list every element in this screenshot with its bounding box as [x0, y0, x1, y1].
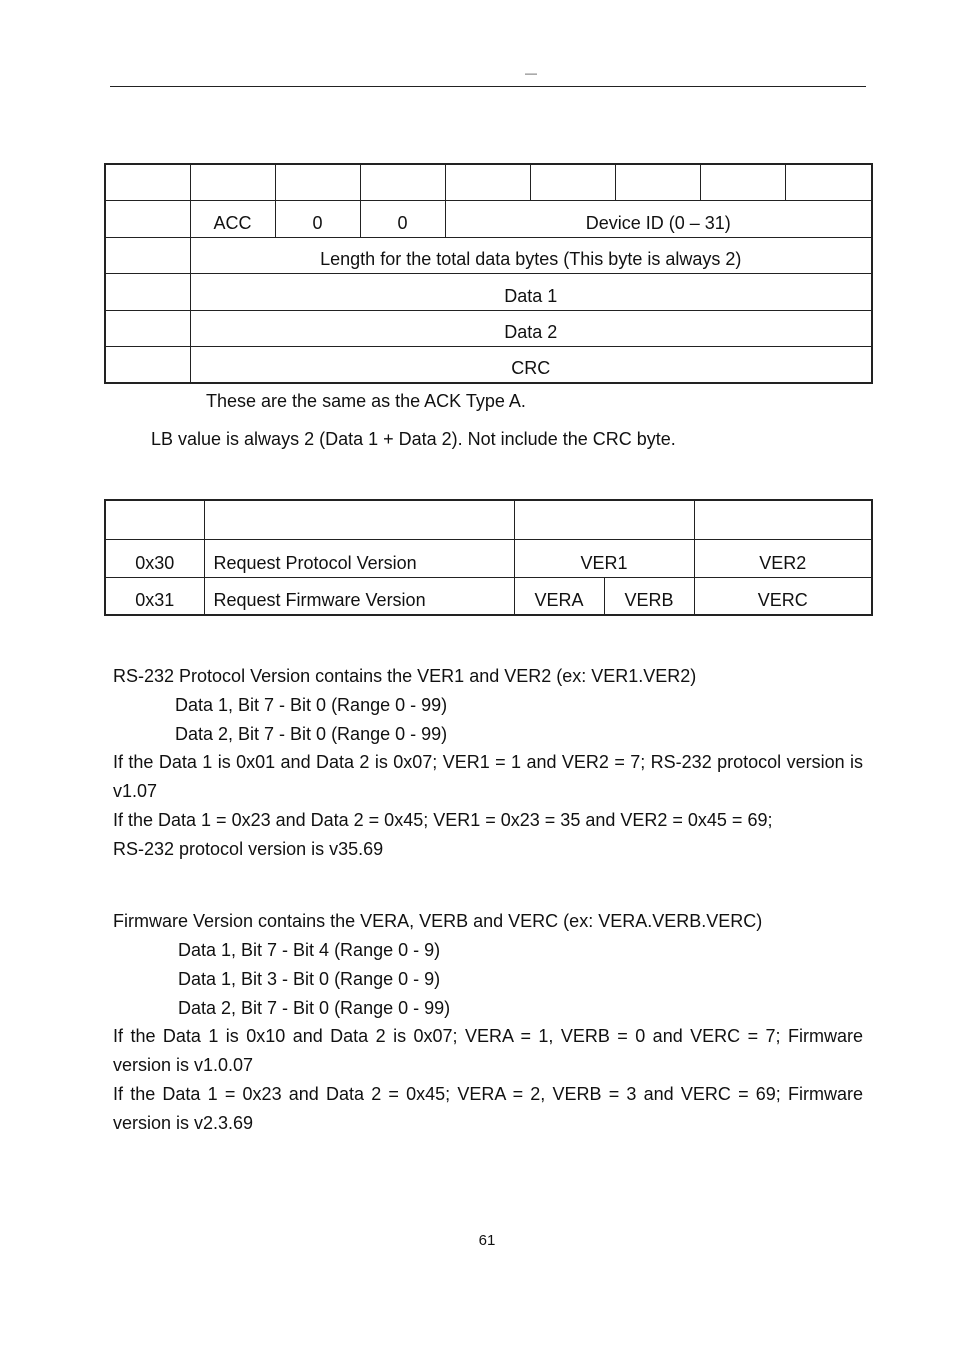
table-row — [105, 164, 872, 201]
header-cell — [105, 164, 190, 201]
header-mark: — — [525, 66, 537, 80]
firmware-example-1: If the Data 1 is 0x10 and Data 2 is 0x07; VERA = 1, VERB = 0 and VERC = 7; Firmware version is v1.0.07 — [113, 1026, 863, 1075]
header-cell — [785, 164, 872, 201]
firmware-intro: Firmware Version contains the VERA, VERB and VERC (ex: VERA.VERB.VERC) — [113, 911, 763, 931]
header-cell — [190, 164, 275, 201]
table-row — [105, 274, 872, 311]
lb-value-note: LB value is always 2 (Data 1 + Data 2). Not include the CRC byte. — [151, 429, 676, 449]
header-cell — [615, 164, 700, 201]
header-cell — [530, 164, 615, 201]
command-code-cell: 0x31 — [105, 577, 204, 615]
data1-cell: Data 1 — [190, 274, 872, 311]
header-cell — [105, 500, 204, 539]
crc-cell: CRC — [190, 347, 872, 384]
device-id-cell: Device ID (0 – 31) — [445, 201, 872, 238]
header-cell — [360, 164, 445, 201]
header-cell — [275, 164, 360, 201]
data1-cell: VER1 — [514, 539, 694, 577]
firmware-data1-low: Data 1, Bit 3 - Bit 0 (Range 0 - 9) — [178, 969, 441, 989]
row-label-cell — [105, 347, 190, 384]
bit-cell: 0 — [360, 201, 445, 238]
header-cell — [700, 164, 785, 201]
data2-cell: VERC — [694, 577, 872, 615]
acc-cell: ACC — [190, 201, 275, 238]
firmware-example-2: If the Data 1 = 0x23 and Data 2 = 0x45; VERA = 2, VERB = 3 and VERC = 69; Firmware version is v2.3.69 — [113, 1084, 863, 1133]
data2-cell: Data 2 — [190, 310, 872, 347]
table-row — [105, 577, 872, 615]
version-request-table — [104, 499, 873, 616]
row-label-cell — [105, 310, 190, 347]
protocol-data1: Data 1, Bit 7 - Bit 0 (Range 0 - 99) — [175, 695, 448, 715]
table-row — [105, 347, 872, 384]
data1-high-cell: VERA — [514, 577, 604, 615]
bit-cell: 0 — [275, 201, 360, 238]
header-cell — [445, 164, 530, 201]
command-description-cell: Request Protocol Version — [204, 539, 514, 577]
table-row — [105, 201, 872, 238]
same-as-ack-note: These are the same as the ACK Type A. — [206, 391, 526, 411]
protocol-example-2-line2: RS-232 protocol version is v35.69 — [113, 839, 384, 859]
firmware-data1-high: Data 1, Bit 7 - Bit 4 (Range 0 - 9) — [178, 940, 441, 960]
row-label-cell — [105, 274, 190, 311]
row-label-cell — [105, 237, 190, 274]
protocol-example-2-line1: If the Data 1 = 0x23 and Data 2 = 0x45; VER1 = 0x23 = 35 and VER2 = 0x45 = 69; — [113, 810, 773, 830]
command-description-cell: Request Firmware Version — [204, 577, 514, 615]
header-rule — [110, 86, 866, 87]
table-row — [105, 500, 872, 539]
table-row — [105, 237, 872, 274]
protocol-intro: RS-232 Protocol Version contains the VER1 and VER2 (ex: VER1.VER2) — [113, 666, 697, 686]
header-cell — [694, 500, 872, 539]
packet-structure-table — [104, 163, 873, 384]
header-cell — [204, 500, 514, 539]
row-label-cell — [105, 201, 190, 238]
header-cell — [514, 500, 694, 539]
firmware-data2: Data 2, Bit 7 - Bit 0 (Range 0 - 99) — [178, 998, 451, 1018]
data2-cell: VER2 — [694, 539, 872, 577]
table-row — [105, 539, 872, 577]
table-row — [105, 310, 872, 347]
protocol-example-1: If the Data 1 is 0x01 and Data 2 is 0x07; VER1 = 1 and VER2 = 7; RS-232 protocol version is v1.07 — [113, 752, 863, 801]
length-cell: Length for the total data bytes (This byte is always 2) — [190, 237, 872, 274]
data1-low-cell: VERB — [604, 577, 694, 615]
protocol-data2: Data 2, Bit 7 - Bit 0 (Range 0 - 99) — [175, 724, 448, 744]
page-number: 61 — [478, 1232, 496, 1249]
command-code-cell: 0x30 — [105, 539, 204, 577]
